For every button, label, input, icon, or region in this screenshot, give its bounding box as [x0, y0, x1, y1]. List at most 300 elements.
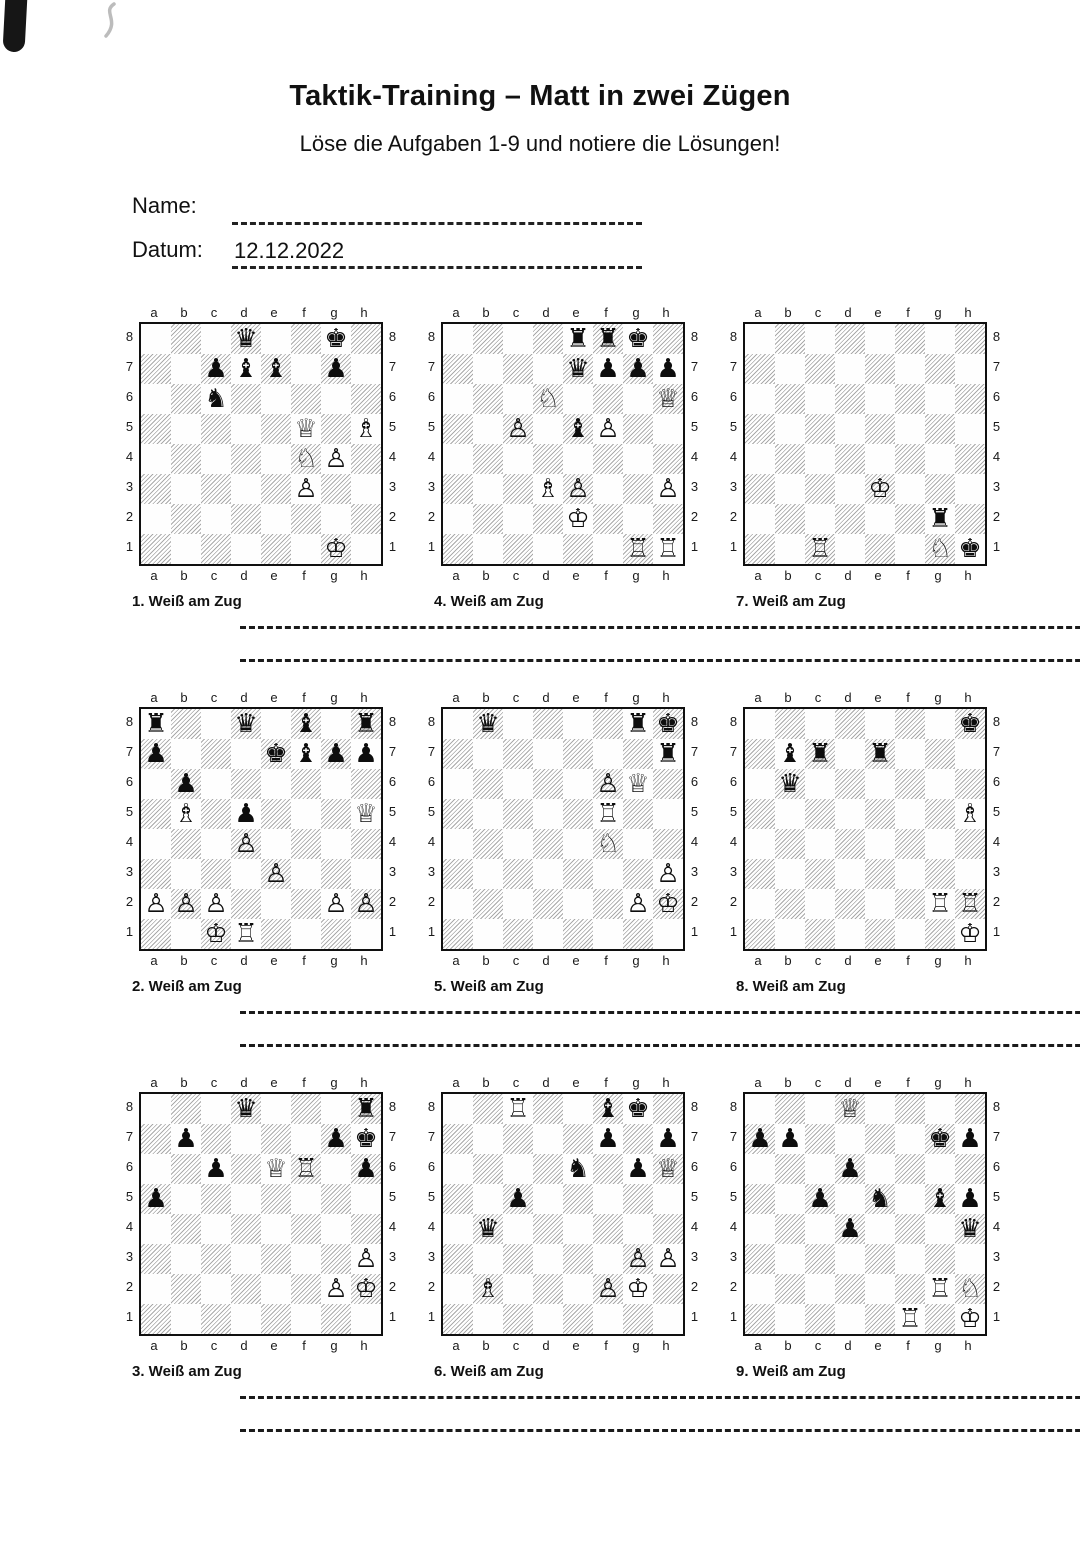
square-e8 [865, 324, 895, 354]
square-f2 [895, 889, 925, 919]
square-d1 [533, 1304, 563, 1334]
rank-label-1: 1 [729, 1309, 738, 1324]
file-label-e: e [270, 305, 278, 320]
square-b6 [171, 769, 201, 799]
file-labels [120, 566, 402, 585]
square-b7 [775, 739, 805, 769]
square-e7 [865, 1124, 895, 1154]
square-e5 [865, 799, 895, 829]
square-d2 [835, 1274, 865, 1304]
square-g2 [925, 1274, 955, 1304]
square-e8 [261, 324, 291, 354]
square-c5 [503, 799, 533, 829]
square-h3 [653, 474, 683, 504]
rank-label-4: 4 [125, 1219, 134, 1234]
rank-label-8: 8 [388, 714, 397, 729]
square-a4 [443, 829, 473, 859]
rank-label-3: 3 [992, 479, 1001, 494]
square-g8 [321, 324, 351, 354]
square-a8 [141, 709, 171, 739]
square-f1 [593, 534, 623, 564]
piece-bp-g7: ♟ [324, 354, 348, 384]
square-b3 [473, 1244, 503, 1274]
square-c8 [503, 709, 533, 739]
square-a3 [141, 859, 171, 889]
file-labels [724, 566, 1006, 585]
square-e4 [261, 1214, 291, 1244]
rank-label-5: 5 [690, 804, 699, 819]
rank-label-2: 2 [125, 509, 134, 524]
square-d4 [533, 444, 563, 474]
square-c1 [503, 1304, 533, 1334]
worksheet-header [0, 0, 1080, 157]
piece-wb-b5: ♗ [174, 799, 198, 829]
square-d2 [533, 889, 563, 919]
rank-label-4: 4 [690, 449, 699, 464]
rank-label-3: 3 [125, 479, 134, 494]
piece-bp-g7: ♟ [324, 739, 348, 769]
square-g7 [321, 739, 351, 769]
file-label-c: c [814, 1338, 822, 1353]
file-label-g: g [934, 690, 942, 705]
square-a2 [745, 889, 775, 919]
file-label-a: a [452, 690, 460, 705]
square-b6 [775, 769, 805, 799]
file-label-h: h [662, 690, 670, 705]
square-e7 [563, 354, 593, 384]
square-f2 [291, 1274, 321, 1304]
square-g7 [623, 1124, 653, 1154]
square-a8 [745, 709, 775, 739]
answer-line [240, 1044, 1080, 1047]
square-e3 [261, 859, 291, 889]
square-h4 [955, 444, 985, 474]
square-a6 [745, 1154, 775, 1184]
piece-wr-g2: ♖ [928, 889, 952, 919]
square-b1 [775, 1304, 805, 1334]
square-e4 [563, 829, 593, 859]
file-label-g: g [632, 1338, 640, 1353]
puzzle-row-3 [120, 1073, 1006, 1380]
square-a3 [745, 859, 775, 889]
board-middle [422, 707, 704, 951]
square-a7 [443, 739, 473, 769]
square-h5 [955, 1184, 985, 1214]
file-label-h: h [964, 1075, 972, 1090]
rank-label-8: 8 [690, 1099, 699, 1114]
chess-board-7 [724, 303, 1006, 585]
board-middle [120, 322, 402, 566]
file-label-a: a [452, 1338, 460, 1353]
chess-board-grid [139, 1092, 383, 1336]
square-d8 [231, 324, 261, 354]
chess-board-grid [441, 322, 685, 566]
square-d5 [835, 414, 865, 444]
square-f2 [593, 1274, 623, 1304]
rank-label-8: 8 [690, 714, 699, 729]
rank-label-4: 4 [690, 834, 699, 849]
puzzle-5-label: 5. Weiß am Zug [434, 978, 544, 995]
file-label-b: b [180, 1338, 188, 1353]
square-g7 [321, 1124, 351, 1154]
square-g6 [623, 1154, 653, 1184]
square-b6 [473, 769, 503, 799]
square-a2 [443, 504, 473, 534]
square-d8 [835, 1094, 865, 1124]
rank-label-2: 2 [729, 894, 738, 909]
piece-wr-f6: ♖ [294, 1154, 318, 1184]
square-c2 [201, 1274, 231, 1304]
file-label-d: d [844, 568, 852, 583]
square-f7 [291, 739, 321, 769]
square-f5 [291, 799, 321, 829]
square-c6 [805, 769, 835, 799]
square-c6 [201, 1154, 231, 1184]
square-g6 [321, 769, 351, 799]
puzzle-4 [422, 303, 704, 610]
rank-label-6: 6 [427, 774, 436, 789]
square-f2 [895, 1274, 925, 1304]
square-c3 [201, 859, 231, 889]
rank-label-5: 5 [125, 804, 134, 819]
file-label-b: b [784, 1075, 792, 1090]
square-c2 [503, 504, 533, 534]
square-a3 [443, 474, 473, 504]
board-middle [120, 1092, 402, 1336]
file-label-e: e [572, 1338, 580, 1353]
square-a2 [141, 1274, 171, 1304]
square-f8 [593, 324, 623, 354]
square-c8 [201, 324, 231, 354]
square-h5 [351, 414, 381, 444]
square-f2 [291, 504, 321, 534]
rank-label-2: 2 [690, 1279, 699, 1294]
square-f1 [291, 1304, 321, 1334]
rank-label-5: 5 [125, 1189, 134, 1204]
square-f6 [291, 769, 321, 799]
square-c5 [201, 1184, 231, 1214]
square-e2 [563, 1274, 593, 1304]
square-e5 [261, 414, 291, 444]
rank-label-3: 3 [427, 1249, 436, 1264]
square-b7 [775, 354, 805, 384]
rank-label-7: 7 [690, 744, 699, 759]
square-b7 [171, 354, 201, 384]
file-label-f: f [604, 1338, 608, 1353]
square-f5 [593, 414, 623, 444]
chess-board-9 [724, 1073, 1006, 1355]
square-g2 [623, 1274, 653, 1304]
square-h6 [351, 769, 381, 799]
file-label-d: d [542, 953, 550, 968]
square-h8 [653, 1094, 683, 1124]
square-c8 [805, 709, 835, 739]
square-d7 [533, 354, 563, 384]
file-label-a: a [150, 568, 158, 583]
file-label-h: h [964, 690, 972, 705]
file-labels [422, 951, 704, 970]
rank-label-8: 8 [427, 329, 436, 344]
square-f3 [291, 1244, 321, 1274]
square-d2 [533, 504, 563, 534]
puzzle-2 [120, 688, 402, 995]
piece-bq-b4: ♛ [476, 1214, 500, 1244]
piece-bk-g8: ♚ [626, 324, 650, 354]
puzzle-8 [724, 688, 1006, 995]
square-h6 [955, 1154, 985, 1184]
square-a5 [141, 799, 171, 829]
rank-label-8: 8 [992, 714, 1001, 729]
square-d2 [231, 1274, 261, 1304]
rank-label-1: 1 [992, 539, 1001, 554]
file-label-e: e [572, 690, 580, 705]
file-label-d: d [240, 568, 248, 583]
square-g3 [925, 1244, 955, 1274]
square-b2 [473, 1274, 503, 1304]
rank-label-1: 1 [729, 539, 738, 554]
square-h7 [351, 739, 381, 769]
piece-bb-b7: ♝ [778, 739, 802, 769]
square-h8 [351, 324, 381, 354]
file-label-a: a [150, 1075, 158, 1090]
rank-label-5: 5 [992, 419, 1001, 434]
square-f6 [291, 384, 321, 414]
piece-wp-g4: ♙ [324, 444, 348, 474]
file-label-f: f [302, 690, 306, 705]
square-c4 [201, 1214, 231, 1244]
square-d8 [231, 709, 261, 739]
square-c7 [805, 1124, 835, 1154]
file-label-c: c [210, 1075, 218, 1090]
piece-wr-h1: ♖ [656, 534, 680, 564]
square-b8 [171, 324, 201, 354]
square-b7 [171, 739, 201, 769]
square-h7 [653, 1124, 683, 1154]
piece-wk-e3: ♔ [868, 474, 892, 504]
square-e5 [563, 1184, 593, 1214]
square-c3 [201, 474, 231, 504]
piece-wp-f5: ♙ [596, 414, 620, 444]
rank-label-7: 7 [427, 744, 436, 759]
square-e1 [563, 534, 593, 564]
datum-label: Datum: [132, 237, 203, 262]
rank-label-4: 4 [388, 1219, 397, 1234]
square-a5 [141, 1184, 171, 1214]
file-labels [724, 1336, 1006, 1355]
piece-wb-h5: ♗ [958, 799, 982, 829]
answer-line [240, 1011, 1080, 1014]
rank-label-2: 2 [125, 894, 134, 909]
piece-bp-c5: ♟ [808, 1184, 832, 1214]
square-h7 [955, 739, 985, 769]
square-a3 [443, 859, 473, 889]
rank-label-8: 8 [125, 1099, 134, 1114]
square-c2 [805, 1274, 835, 1304]
puzzle-1-label: 1. Weiß am Zug [132, 593, 242, 610]
square-e2 [563, 889, 593, 919]
square-h4 [955, 829, 985, 859]
square-h2 [653, 1274, 683, 1304]
square-c1 [503, 919, 533, 949]
rank-label-2: 2 [992, 894, 1001, 909]
square-b6 [473, 1154, 503, 1184]
square-f8 [895, 324, 925, 354]
square-a3 [141, 474, 171, 504]
file-label-a: a [452, 305, 460, 320]
file-label-e: e [270, 1075, 278, 1090]
pen-squiggle-mark [94, 2, 128, 46]
square-a8 [745, 1094, 775, 1124]
square-g4 [925, 829, 955, 859]
file-label-e: e [874, 1075, 882, 1090]
file-label-b: b [784, 568, 792, 583]
square-h2 [955, 1274, 985, 1304]
square-b3 [775, 1244, 805, 1274]
square-c6 [201, 769, 231, 799]
file-label-h: h [662, 953, 670, 968]
piece-wp-h3: ♙ [656, 1244, 680, 1274]
square-d5 [835, 799, 865, 829]
file-label-b: b [180, 568, 188, 583]
square-d3 [231, 859, 261, 889]
file-label-a: a [754, 1075, 762, 1090]
square-e7 [261, 1124, 291, 1154]
square-d5 [231, 1184, 261, 1214]
square-g2 [321, 889, 351, 919]
square-d8 [231, 1094, 261, 1124]
piece-wp-g2: ♙ [324, 1274, 348, 1304]
rank-label-7: 7 [388, 1129, 397, 1144]
file-label-g: g [330, 953, 338, 968]
square-a1 [443, 919, 473, 949]
square-e6 [261, 1154, 291, 1184]
file-label-f: f [604, 1075, 608, 1090]
file-label-a: a [754, 690, 762, 705]
file-label-a: a [452, 953, 460, 968]
rank-label-3: 3 [388, 1249, 397, 1264]
square-a8 [141, 324, 171, 354]
square-b5 [775, 799, 805, 829]
square-c2 [201, 889, 231, 919]
piece-wp-h3: ♙ [354, 1244, 378, 1274]
square-e2 [865, 889, 895, 919]
file-label-b: b [482, 1338, 490, 1353]
file-label-a: a [452, 568, 460, 583]
square-e1 [865, 534, 895, 564]
square-f6 [593, 1154, 623, 1184]
answer-line [240, 1429, 1080, 1432]
file-label-g: g [632, 305, 640, 320]
chess-board-grid [139, 707, 383, 951]
rank-label-6: 6 [388, 389, 397, 404]
rank-label-3: 3 [690, 479, 699, 494]
square-f6 [593, 769, 623, 799]
file-labels [724, 303, 1006, 322]
rank-label-5: 5 [427, 804, 436, 819]
square-g1 [623, 1304, 653, 1334]
board-middle [422, 1092, 704, 1336]
square-g6 [925, 384, 955, 414]
file-label-a: a [150, 305, 158, 320]
square-g4 [925, 444, 955, 474]
rank-label-6: 6 [690, 1159, 699, 1174]
rank-label-5: 5 [427, 1189, 436, 1204]
square-e3 [865, 1244, 895, 1274]
file-label-g: g [934, 1075, 942, 1090]
rank-labels [987, 707, 1006, 951]
rank-label-6: 6 [992, 774, 1001, 789]
square-d2 [231, 504, 261, 534]
file-labels [724, 951, 1006, 970]
rank-label-8: 8 [427, 714, 436, 729]
square-a1 [443, 534, 473, 564]
name-write-line [232, 194, 642, 225]
rank-label-4: 4 [427, 1219, 436, 1234]
square-c7 [805, 354, 835, 384]
square-h6 [955, 384, 985, 414]
square-g4 [623, 444, 653, 474]
piece-wp-a2: ♙ [144, 889, 168, 919]
square-c4 [201, 829, 231, 859]
piece-bb-f8: ♝ [596, 1094, 620, 1124]
square-d3 [835, 1244, 865, 1274]
puzzle-row-1 [120, 303, 1006, 610]
square-b4 [171, 444, 201, 474]
chess-board-6 [422, 1073, 704, 1355]
square-b5 [171, 414, 201, 444]
piece-bq-d8: ♛ [234, 1094, 258, 1124]
square-e4 [261, 829, 291, 859]
square-h3 [351, 1244, 381, 1274]
file-label-b: b [180, 690, 188, 705]
rank-label-1: 1 [992, 924, 1001, 939]
file-label-g: g [934, 305, 942, 320]
rank-label-2: 2 [729, 509, 738, 524]
file-label-e: e [874, 568, 882, 583]
square-h2 [653, 504, 683, 534]
square-d3 [533, 474, 563, 504]
square-d1 [835, 1304, 865, 1334]
square-f4 [895, 829, 925, 859]
rank-labels [383, 1092, 402, 1336]
square-b4 [473, 1214, 503, 1244]
square-b7 [473, 1124, 503, 1154]
chess-board-grid [743, 322, 987, 566]
square-e5 [261, 1184, 291, 1214]
square-d7 [533, 739, 563, 769]
chess-board-grid [743, 1092, 987, 1336]
square-a1 [141, 534, 171, 564]
square-c2 [805, 504, 835, 534]
square-g6 [925, 1154, 955, 1184]
square-f5 [593, 1184, 623, 1214]
piece-wp-f3: ♙ [294, 474, 318, 504]
square-e6 [563, 384, 593, 414]
square-c7 [805, 739, 835, 769]
square-d1 [533, 919, 563, 949]
file-label-h: h [360, 1075, 368, 1090]
square-h6 [351, 384, 381, 414]
square-e1 [261, 534, 291, 564]
puzzle-3-label: 3. Weiß am Zug [132, 1363, 242, 1380]
square-c7 [201, 354, 231, 384]
chess-board-3 [120, 1073, 402, 1355]
square-a7 [745, 1124, 775, 1154]
square-c4 [503, 1214, 533, 1244]
rank-label-5: 5 [729, 419, 738, 434]
square-g2 [321, 504, 351, 534]
piece-bn-c6: ♞ [204, 384, 228, 414]
